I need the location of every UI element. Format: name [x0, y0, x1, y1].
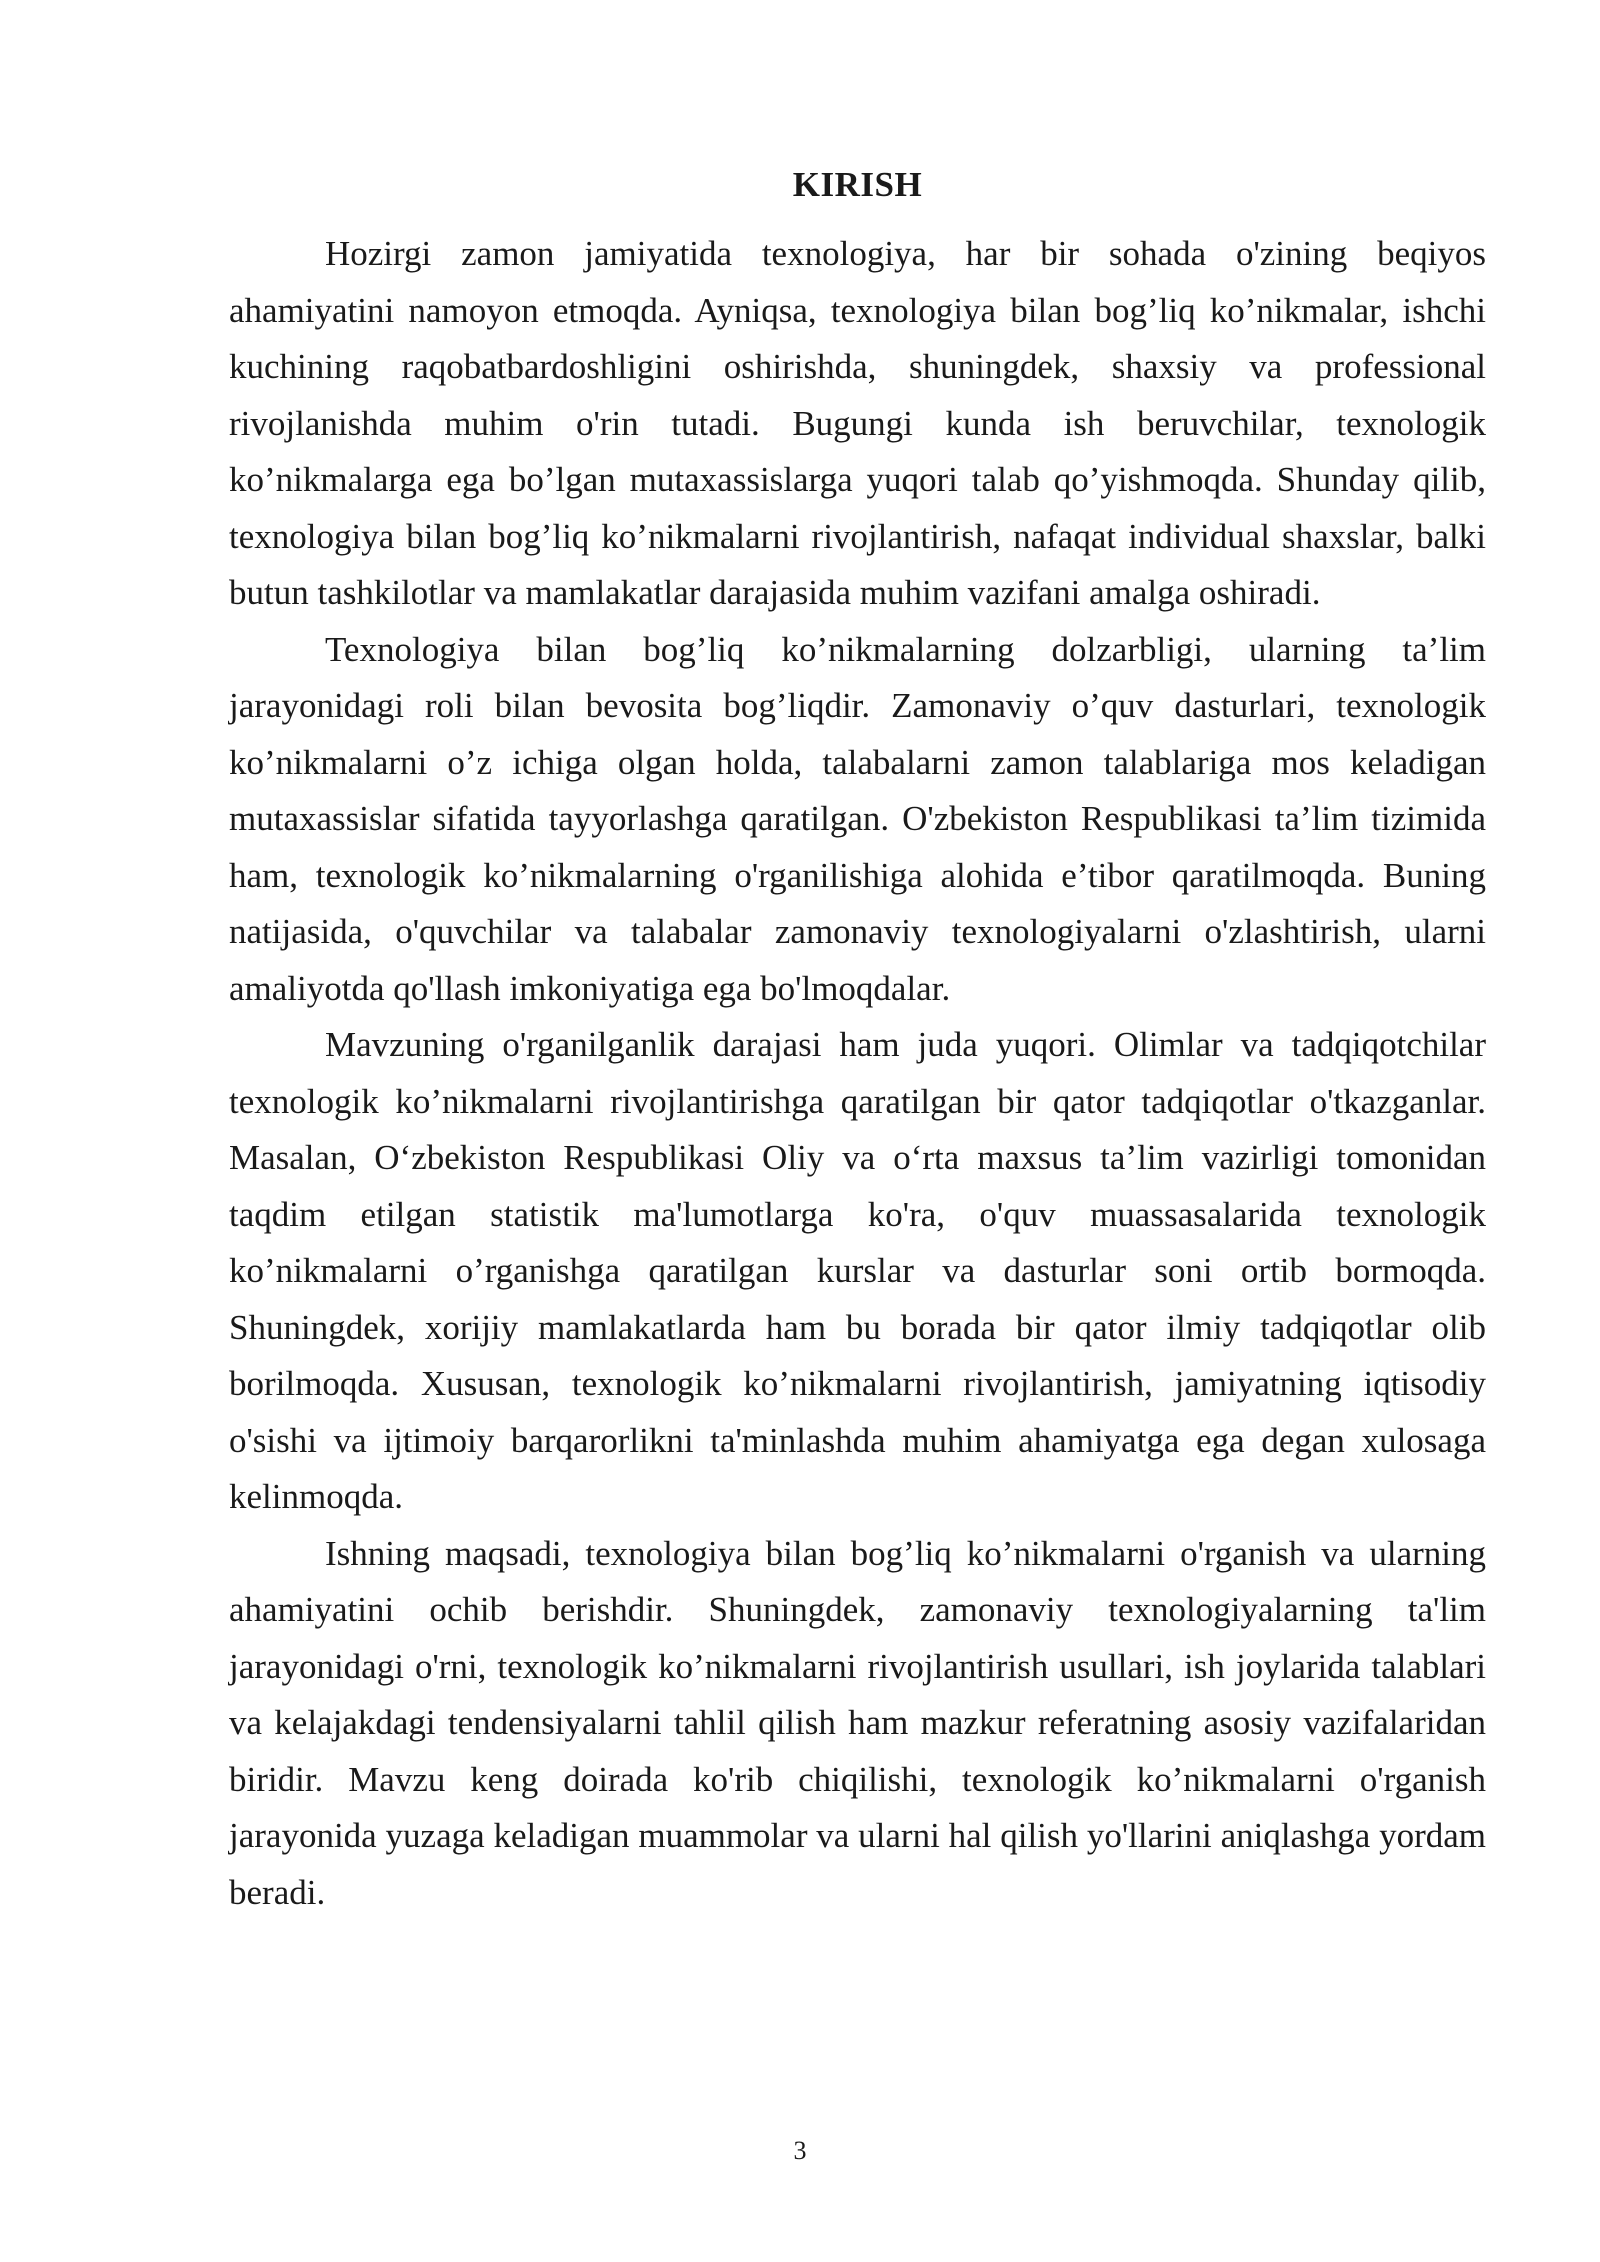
paragraph-2: Texnologiya bilan bog’liq ko’nikmalarning dolzarbligi, ularning ta’lim jarayonidagi roli bilan bevosita bog’liqdir. Zamonaviy o’quv dasturlari, texnologik ko’nikmalarni o’z ichiga olgan holda, talabalarni zamon talablariga mos keladigan mutaxassislar sifatida tayyorlashga qaratilgan. O'zbekiston Respublikasi ta’lim tizimida ham, texnologik ko’nikmalarning o'rganilishiga alohida e’tibor qaratilmoqda. Buning natijasida, o'quvchilar va talabalar zamonaviy texnologiyalarni o'zlashtirish, ularni amaliyotda qo'llash imkoniyatiga ega bo'lmoqdalar.: [229, 629, 1486, 1008]
document-page: [229, 160, 1486, 1921]
section-title: KIRISH: [792, 165, 923, 204]
paragraph-3: Mavzuning o'rganilganlik darajasi ham juda yuqori. Olimlar va tadqiqotchilar texnologik ko’nikmalarni rivojlantirishga qaratilgan bir qator tadqiqotlar o'tkazganlar. Masalan, O‘zbekiston Respublikasi Oliy va o‘rta maxsus ta’lim vazirligi tomonidan taqdim etilgan statistik ma'lumotlarga ko'ra, o'quv muassasalarida texnologik ko’nikmalarni o’rganishga qaratilgan kurslar va dasturlar soni ortib bormoqda. Shuningdek, xorijiy mamlakatlarda ham bu borada bir qator ilmiy tadqiqotlar olib borilmoqda. Xususan, texnologik ko’nikmalarni rivojlantirish, jamiyatning iqtisodiy o'sishi va ijtimoiy barqarorlikni ta'minlashda muhim ahamiyatga ega degan xulosaga kelinmoqda.: [229, 1025, 1486, 1516]
page-number: 3: [793, 2136, 807, 2165]
paragraph-1: Hozirgi zamon jamiyatida texnologiya, har bir sohada o'zining beqiyos ahamiyatini namoyon etmoqda. Ayniqsa, texnologiya bilan bog’liq ko’nikmalar, ishchi kuchining raqobatbardoshligini oshirishda, shuningdek, shaxsiy va professional rivojlanishda muhim o'rin tutadi. Bugungi kunda ish beruvchilar, texnologik ko’nikmalarga ega bo’lgan mutaxassislarga yuqori talab qo’yishmoqda. Shunday qilib, texnologiya bilan bog’liq ko’nikmalarni rivojlantirish, nafaqat individual shaxslar, balki butun tashkilotlar va mamlakatlar darajasida muhim vazifani amalga oshiradi.: [229, 234, 1486, 612]
paragraph-4: Ishning maqsadi, texnologiya bilan bog’liq ko’nikmalarni o'rganish va ularning ahamiyatini ochib berishdir. Shuningdek, zamonaviy texnologiyalarning ta'lim jarayonidagi o'rni, texnologik ko’nikmalarni rivojlantirish usullari, ish joylarida talablari va kelajakdagi tendensiyalarni tahlil qilish ham mazkur referatning asosiy vazifalaridan biridir. Mavzu keng doirada ko'rib chiqilishi, texnologik ko’nikmalarni o'rganish jarayonida yuzaga keladigan muammolar va ularni hal qilish yo'llarini aniqlashga yordam beradi.: [229, 1533, 1486, 1912]
